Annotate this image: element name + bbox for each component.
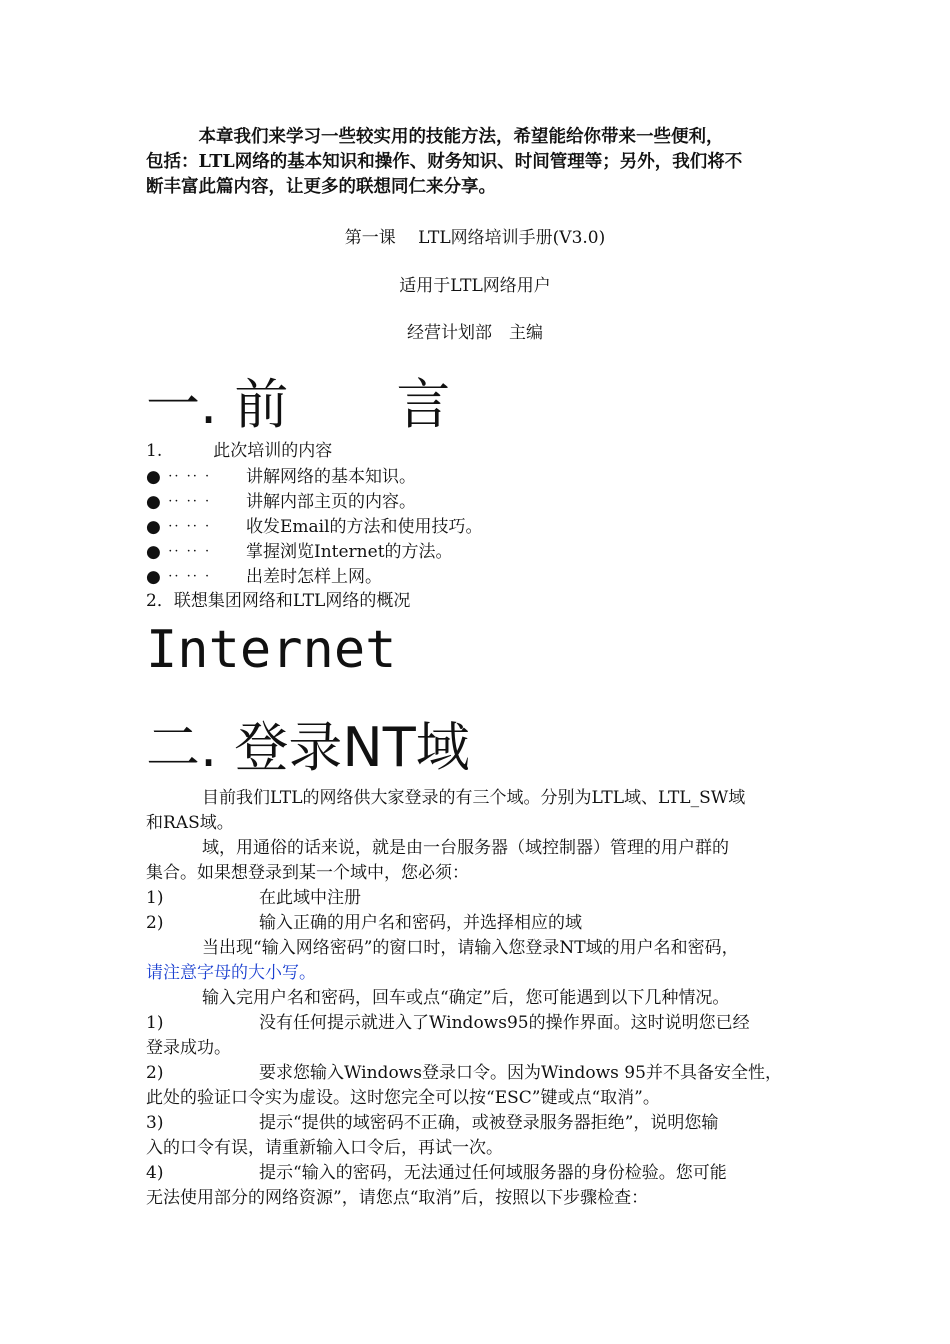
item-text: 提示“提供的域密码不正确，或被登录服务器拒绝”，说明您输 [259,1113,719,1133]
bullet-icon: ● [146,467,161,487]
requirement-item [146,886,361,911]
item-number: 1) [146,888,164,908]
paragraph-line: 集合。如果想登录到某一个域中，您必须： [146,863,469,883]
case-continuation: 入的口令有误，请重新输入口令后，再试一次。 [146,1138,503,1158]
bullet-text: 讲解网络的基本知识。 [246,467,416,487]
section-1-heading: 一. 前 言 [146,373,451,436]
list-item [146,464,416,490]
case-item [146,1161,727,1186]
paragraph-line: 输入完用户名和密码，回车或点“确定”后，您可能遇到以下几种情况。 [202,988,730,1008]
list-item [146,489,416,515]
document-subtitle: 适用于LTL网络用户 [399,276,551,296]
item-number: 2) [146,913,164,933]
paragraph-line: 当出现“输入网络密码”的窗口时，请输入您登录NT域的用户名和密码， [202,938,739,958]
case-item [146,1111,718,1136]
bullet-leader: · ·· ·· · [156,569,212,584]
item-number: 1) [146,1013,164,1033]
item-text: 提示“输入的密码，无法通过任何域服务器的身份检验。您可能 [259,1163,727,1183]
bullet-text: 出差时怎样上网。 [246,567,382,587]
bullet-leader: · ·· ·· · [156,544,212,559]
section-1-item-1: 1. 此次培训的内容 [146,441,333,461]
item-text: 没有任何提示就进入了Windows95的操作界面。这时说明您已经 [259,1013,750,1033]
bullet-icon: ● [146,542,161,562]
item-number: 4) [146,1163,164,1183]
section-1-item-2: 2．联想集团网络和LTL网络的概况 [146,591,411,611]
document-editor: 经营计划部 主编 [407,323,543,343]
bullet-icon: ● [146,492,161,512]
bullet-text: 掌握浏览Internet的方法。 [246,542,453,562]
case-item [146,1061,782,1086]
bullet-icon: ● [146,567,161,587]
bullet-leader: · ·· ·· · [156,494,212,509]
intro-line-2: 包括：LTL网络的基本知识和操作、财务知识、时间管理等；另外，我们将不 [146,152,743,172]
bullet-text: 收发Email的方法和使用技巧。 [246,517,483,537]
intro-line-1: 本章我们来学习一些较实用的技能方法，希望能给你带来一些便利， [146,127,724,147]
case-item [146,1011,750,1036]
case-sensitivity-note: 请注意字母的大小写。 [146,963,316,983]
case-continuation: 登录成功。 [146,1038,231,1058]
section-2-heading: 二. 登录NT域 [146,716,470,779]
item-number: 3) [146,1113,164,1133]
item-text: 输入正确的用户名和密码，并选择相应的域 [259,913,582,933]
item-number: 2) [146,1063,164,1083]
item-text: 要求您输入Windows登录口令。因为Windows 95并不具备安全性， [259,1063,782,1083]
item-text: 在此域中注册 [259,888,361,908]
internet-heading: Internet [146,620,397,680]
list-item [146,539,453,565]
bullet-icon: ● [146,517,161,537]
list-item [146,564,382,590]
list-item [146,514,483,540]
bullet-leader: · ·· ·· · [156,469,212,484]
intro-line-3: 断丰富此篇内容，让更多的联想同仁来分享。 [146,177,496,197]
document-title: 第一课 LTL网络培训手册(V3.0) [344,228,606,248]
case-continuation: 此处的验证口令实为虚设。这时您完全可以按“ESC”键或点“取消”。 [146,1088,660,1108]
paragraph-line: 域，用通俗的话来说，就是由一台服务器（域控制器）管理的用户群的 [202,838,729,858]
bullet-leader: · ·· ·· · [156,519,212,534]
bullet-text: 讲解内部主页的内容。 [246,492,416,512]
case-continuation: 无法使用部分的网络资源”，请您点“取消”后，按照以下步骤检查： [146,1188,649,1208]
paragraph-line: 目前我们LTL的网络供大家登录的有三个域。分别为LTL域、LTL_SW域 [202,788,746,808]
requirement-item [146,911,582,936]
paragraph-line: 和RAS域。 [146,813,234,833]
